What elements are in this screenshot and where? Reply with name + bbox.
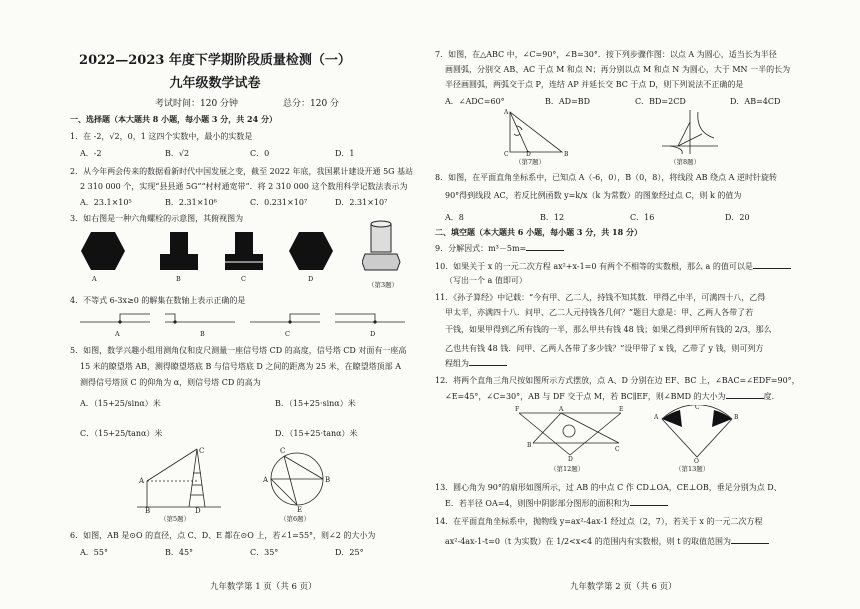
q4-label-b: B — [200, 330, 205, 338]
question-14-line-1: 14．在平面直角坐标系中，抛物线 y=ax²-4ax-1 经过点（2，7），若关于 x 的一元二次方程 — [435, 517, 763, 526]
q6-circle-figure — [262, 445, 332, 513]
q11-answer-blank — [469, 358, 507, 366]
q2-option-c: C．0.231×10⁷ — [250, 198, 308, 207]
q6-option-a: A．55° — [80, 548, 108, 557]
svg-text:F: F — [515, 406, 520, 413]
q8-option-a: A．8 — [445, 213, 464, 222]
svg-text:A: A — [559, 406, 564, 413]
question-2-line-2: 2 310 000 个，实现“县县通 5G”“村村通宽带”．将 2 310 000 这个数用科学记数法表示为 — [80, 182, 408, 191]
q3-option-a-hexagon — [80, 230, 126, 272]
q5-option-d: D．（15+25·tanα）米 — [275, 429, 358, 438]
svg-text:A: A — [139, 477, 145, 485]
q8-option-b: B．12 — [540, 213, 565, 222]
q6-option-b: B．45° — [165, 548, 194, 557]
q11-text-end: 程组为 — [445, 359, 469, 368]
question-10 — [435, 261, 791, 272]
question-4: 4．不等式 6-3x≥0 的解集在数轴上表示正确的是 — [70, 296, 246, 305]
svg-text:A: A — [504, 109, 509, 116]
page-2-footer: 九年数学第 2 页（共 6 页） — [570, 582, 677, 592]
svg-text:E: E — [619, 406, 624, 413]
q6-option-c: C．35° — [250, 548, 279, 557]
q14-text: ax²-4ax-1-t=0（t 为实数）在 1/2<x<4 的范围内有实数根，则 t 的取值范围为 — [445, 537, 731, 546]
exam-time: 考试时间：120 分钟 — [155, 99, 239, 109]
question-12-line-1: 12．将两个直角三角尺按如图所示方式摆放，点 A、D 分别在边 EF、BC 上，∠BAC=∠EDF=90°， — [435, 376, 800, 385]
question-14-line-2 — [445, 536, 769, 547]
question-5-line-2: 15 米的瞭望塔 AB，测得瞭望塔底 B 与信号塔底 D 之间的距离为 25 米，在瞭望塔顶部 A — [80, 362, 401, 371]
page-right — [430, 0, 860, 609]
exam-score: 总分：120 分 — [283, 99, 340, 109]
q2-option-d: D．2.31×10⁷ — [335, 198, 388, 207]
q3-bolt-figure — [362, 220, 402, 278]
q4-label-c: C — [285, 330, 290, 338]
question-8-line-1: 8．如图，在平面直角坐标系中，已知点 A（-6，0），B（0，8），将线段 AB 绕点 A 逆时针旋转 — [435, 173, 777, 182]
q14-answer-blank — [731, 536, 769, 544]
question-5-line-1: 5．如图，数学兴趣小组用测角仪和皮尺测量一座信号塔 CD 的高度，信号塔 CD 对面有一座高 — [70, 346, 407, 355]
q3-label-d: D — [308, 275, 314, 283]
q7-option-a: A．∠ADC=60° — [445, 97, 505, 106]
svg-text:D: D — [568, 456, 573, 461]
svg-text:C: C — [615, 446, 620, 453]
svg-text:D: D — [526, 151, 531, 156]
fig-13-caption: （第13题） — [675, 465, 710, 473]
question-7-line-2: 画圆弧，分别交 AB、AC 于点 M 和点 N；再分别以点 M 和点 N 为圆心，大于 MN 一半的长为 — [445, 65, 791, 74]
svg-text:O: O — [694, 458, 699, 463]
fig-3-caption: （第3题） — [368, 281, 399, 289]
q8-option-d: D．20 — [725, 213, 750, 222]
svg-text:A: A — [654, 414, 659, 421]
exam-subtitle: 九年级数学试卷 — [169, 76, 261, 91]
q3-option-d-hexagon — [288, 230, 334, 272]
q7-option-d: D．AB=4CD — [730, 97, 781, 106]
section-1-heading: 一、选择题（本大题共 8 小题，每小题 3 分，共 24 分） — [70, 114, 277, 124]
q12-unit: 度． — [763, 392, 780, 401]
exam-title: 2022—2023 年度下学期阶段质量检测（一） — [79, 53, 351, 68]
svg-text:B: B — [145, 507, 151, 513]
fig-12-caption: （第12题） — [550, 465, 585, 473]
svg-text:D: D — [195, 507, 201, 513]
question-11-line-5 — [445, 358, 507, 369]
q7-option-c: C．BD=2CD — [635, 97, 686, 106]
q3-label-c: C — [241, 275, 246, 283]
svg-text:E: E — [297, 506, 303, 513]
question-11-line-1: 11．《孙子算经》中记载：“今有甲、乙二人，持钱不知其数．甲得乙中半，可满四十八，乙得 — [435, 293, 766, 302]
question-11-line-4: 乙也共有钱 48 钱．问甲、乙两人各带了多少钱？”设甲带了 x 钱，乙带了 y 钱，则可列方 — [445, 344, 764, 353]
q7-option-b: B．AD=BD — [545, 97, 591, 106]
q1-option-b: B．√2 — [165, 149, 190, 158]
question-6: 6．如图，AB 是⊙O 的直径，点 C、D、E 都在⊙O 上，若∠1=55°，则∠2 的大小为 — [70, 531, 376, 540]
q3-label-a: A — [92, 275, 97, 283]
q9-answer-blank — [526, 243, 564, 251]
q3-option-c-t-shape — [223, 230, 265, 272]
q7-triangle-figure — [500, 108, 570, 156]
question-8-line-2: 90°得到线段 AC，若反比例函数 y=k/x（k 为常数）的图象经过点 C，则 k 的值为 — [445, 191, 742, 200]
section-2-heading: 二、填空题（本大题共 6 小题，每小题 3 分，共 18 分） — [435, 227, 642, 237]
q10-answer-blank — [753, 261, 791, 269]
q8-option-c: C．16 — [630, 213, 655, 222]
question-13-line-1: 13．圆心角为 90°的扇形如图所示，过 AB 的中点 C 作 CD⊥OA，CE⊥OB，垂足分别为点 D、 — [435, 483, 782, 492]
q5-option-a: A．（15+25/sinα）米 — [80, 399, 161, 408]
page-1-footer: 九年数学第 1 页（共 6 页） — [210, 582, 317, 592]
q3-option-b-t-shape — [158, 230, 200, 272]
q12-triangles-figure — [515, 405, 625, 461]
q5-option-c: C．（15+25/tanα）米 — [80, 429, 163, 438]
q13-sector-figure — [652, 405, 742, 463]
question-12-line-2 — [445, 391, 780, 402]
svg-text:B: B — [734, 414, 739, 421]
q1-option-d: D．1 — [335, 149, 355, 158]
question-7-line-1: 7．如图，在△ABC 中，∠C=90°，∠B=30°．按下列步骤作图：以点 A 为圆心，适当长为半径 — [435, 50, 777, 59]
question-5-line-3: 测得信号塔顶 C 的仰角为 α，则信号塔 CD 的高为 — [80, 378, 261, 387]
question-7-line-3: 半径画圆弧，两弧交于点 P，连结 AP 并延长交 BC 于点 D，则下列说法不正确的是 — [445, 80, 744, 89]
svg-text:C: C — [199, 447, 205, 455]
question-1: 1．在 -2，√2，0，1 这四个实数中，最小的实数是 — [70, 132, 253, 141]
q4-label-a: A — [115, 330, 120, 338]
svg-text:B: B — [527, 442, 532, 449]
question-2-line-1: 2．从今年两会传来的数据看新时代中国发展之变，截至 2022 年底，我国累计建设开通 5G 基站 — [70, 167, 414, 176]
q12-answer-blank — [726, 391, 764, 399]
question-10-note: （写出一个 a 值即可） — [445, 276, 527, 285]
q5-tower-figure — [135, 445, 225, 513]
q6-option-d: D．25° — [335, 548, 364, 557]
q4-number-lines — [80, 310, 420, 330]
q2-option-a: A．23.1×10⁵ — [80, 198, 132, 207]
q3-label-b: B — [176, 275, 181, 283]
q5-option-b: B．（15+25·sinα）米 — [275, 399, 356, 408]
q10-text: 10．如果关于 x 的一元二次方程 ax²+x-1=0 有两个不相等的实数根，那么 a 的值可以是 — [435, 262, 753, 271]
q2-option-b: B．2.31×10⁶ — [165, 198, 217, 207]
svg-text:B: B — [325, 476, 331, 484]
question-9 — [435, 243, 564, 254]
q13-text: E．若半径 OA=4，则图中阴影部分图形的面积和为 — [445, 499, 630, 508]
svg-text:C: C — [504, 151, 509, 156]
q13-answer-blank — [630, 498, 668, 506]
question-11-line-2: 甲太半，亦满四十八．问甲、乙二人元持钱各几何？”题目大意是：甲、乙两人各带了若 — [445, 308, 754, 317]
q1-option-a: A．-2 — [80, 149, 102, 158]
q4-label-d: D — [370, 330, 376, 338]
question-3: 3．如右图是一种六角螺栓的示意图，其俯视图为 — [70, 214, 244, 223]
q8-coordinate-figure — [660, 108, 720, 156]
svg-text:A: A — [263, 476, 269, 484]
question-13-line-2 — [445, 498, 668, 509]
svg-text:B: B — [564, 151, 569, 156]
svg-text:C: C — [280, 447, 286, 455]
q12-text: ∠E=45°，∠C=30°，AB 与 DF 交于点 M，若 BC∥EF，则∠BMD 的大小为 — [445, 392, 726, 401]
fig-7-caption: （第7题） — [515, 158, 546, 166]
question-11-line-3: 干钱，如果甲得到乙所有钱的一半，那么甲共有钱 48 钱；如果乙得到甲所有钱的 2/3，那么 — [445, 325, 772, 334]
fig-5-caption: （第5题） — [160, 515, 191, 523]
fig-6-caption: （第6题） — [280, 515, 311, 523]
svg-text:C: C — [695, 405, 700, 411]
fig-8-caption: （第8题） — [670, 158, 701, 166]
q9-text: 9．分解因式：m³－5m= — [435, 244, 527, 253]
q1-option-c: C．0 — [250, 149, 270, 158]
